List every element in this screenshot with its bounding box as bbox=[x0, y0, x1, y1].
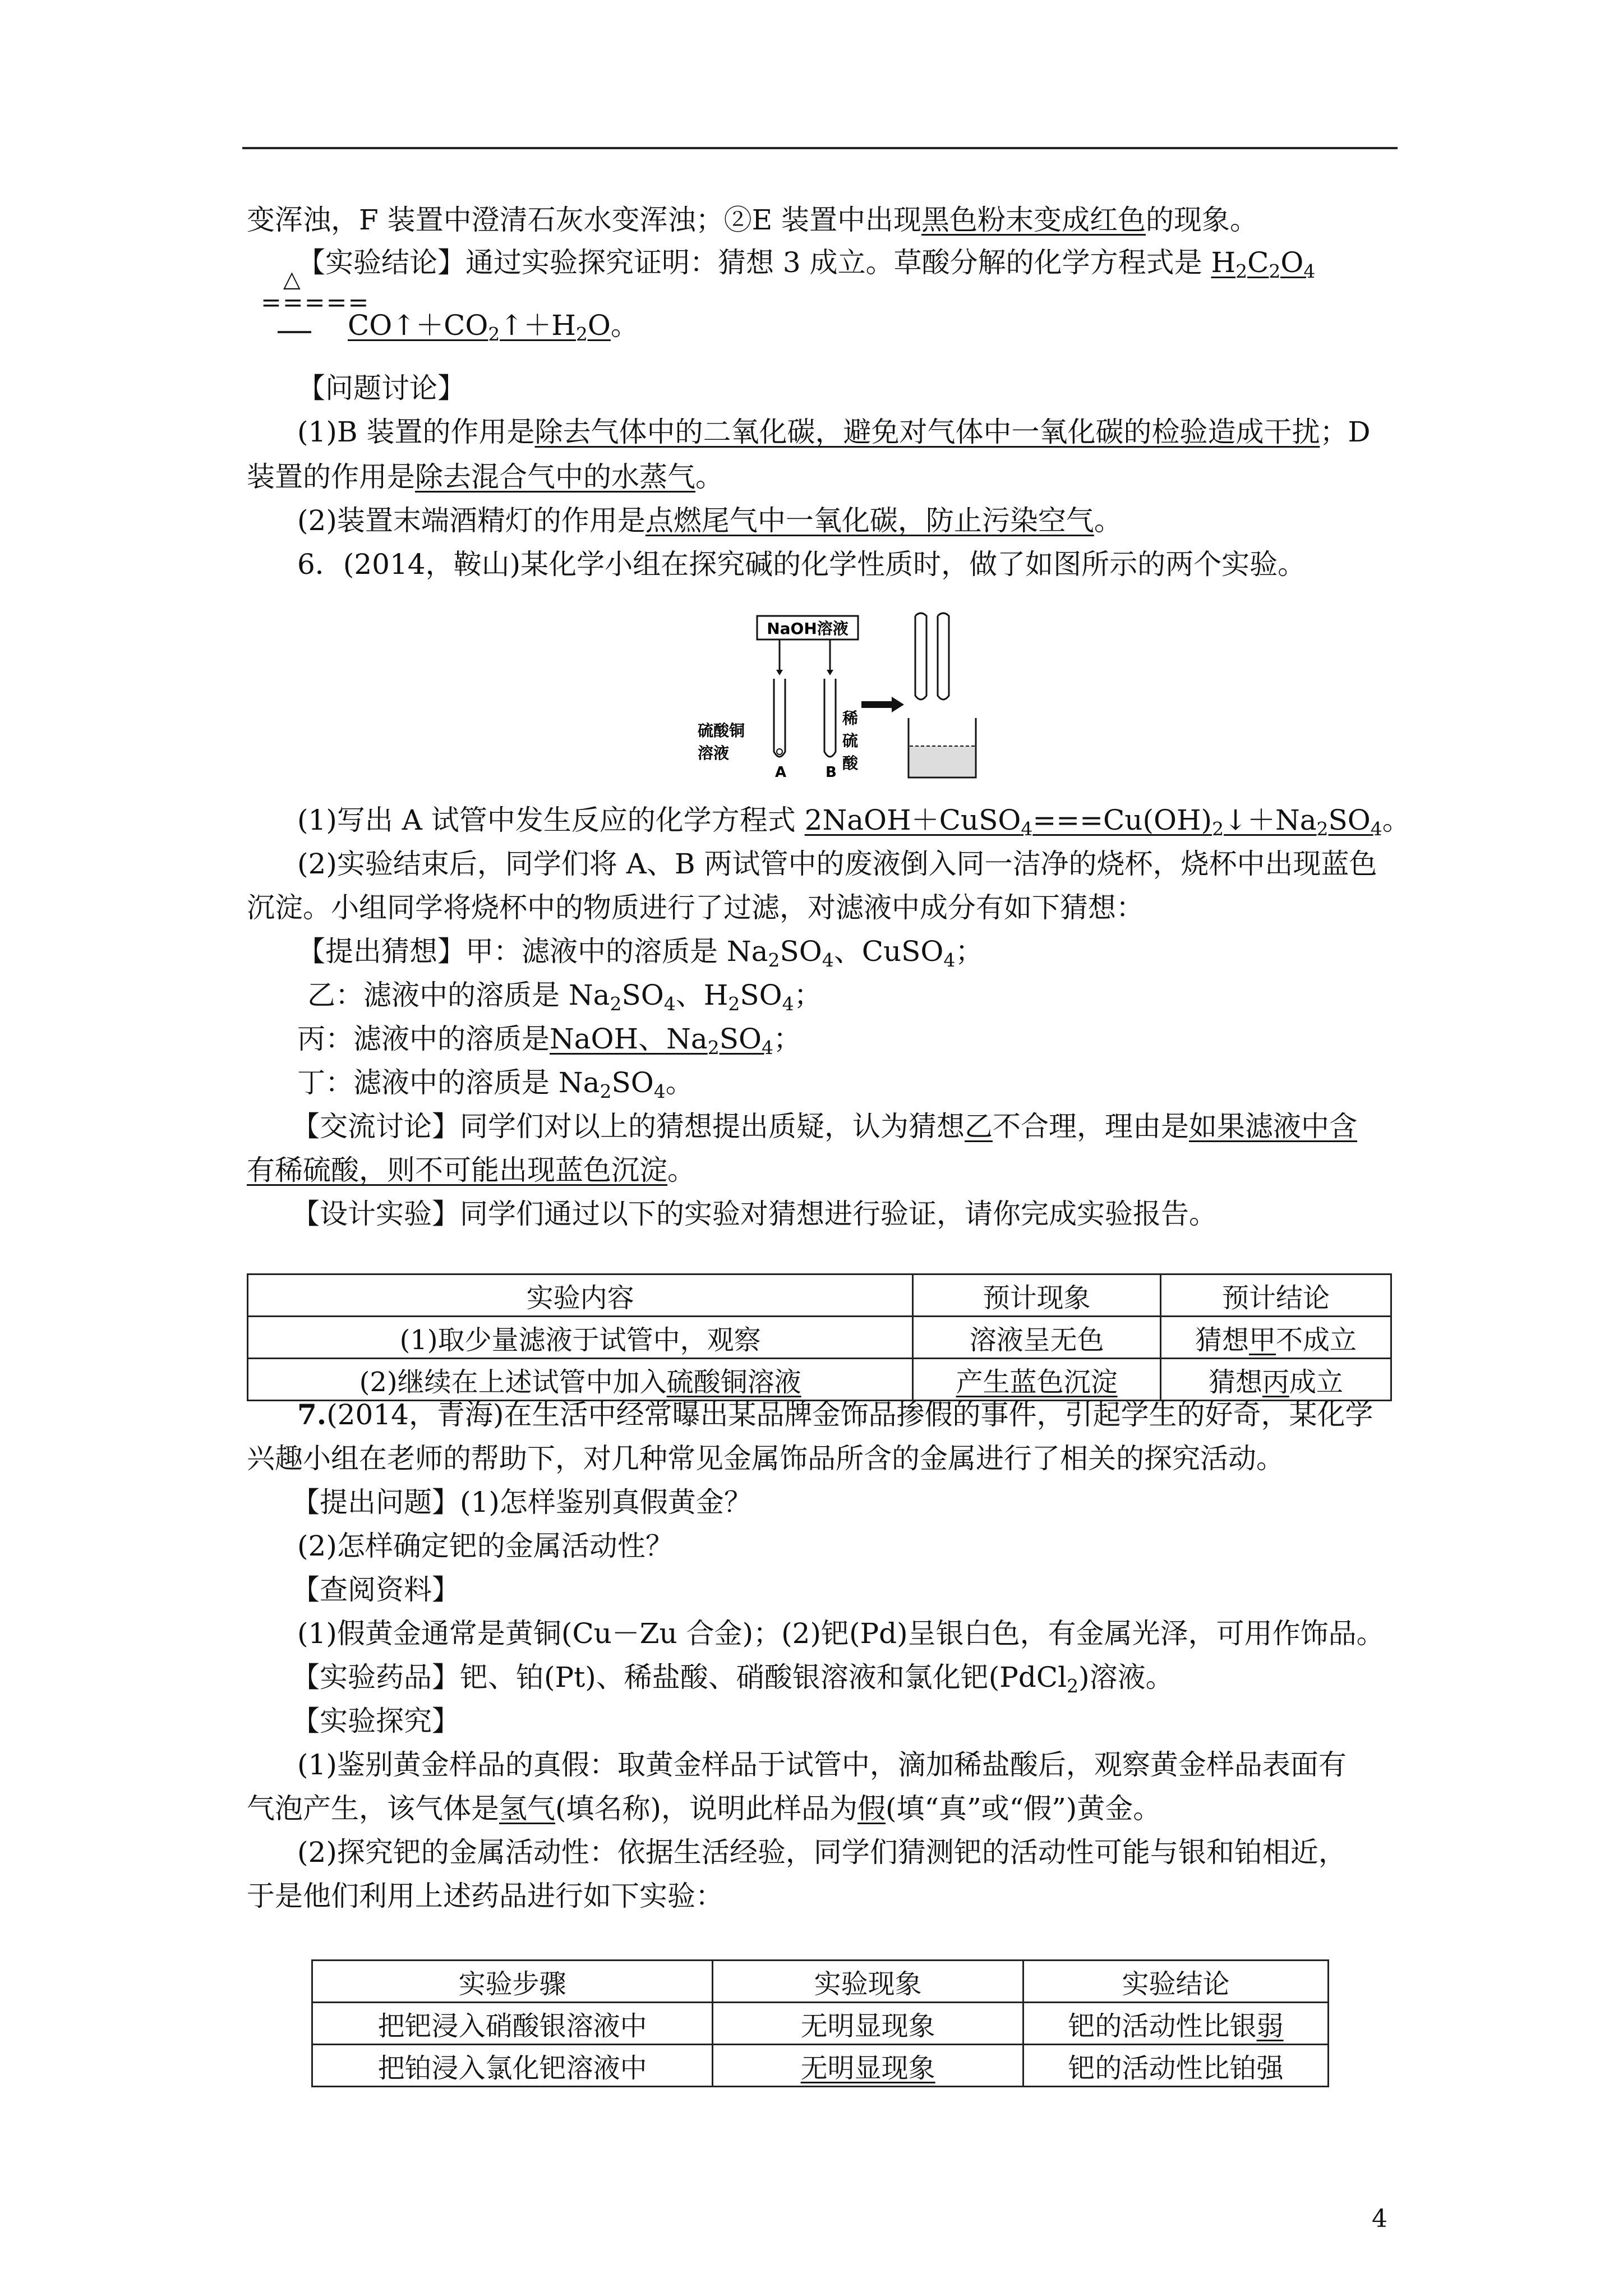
text-line: (2)怎样确定钯的金属活动性？ bbox=[297, 1530, 674, 1562]
table-cell: 猜想甲不成立 bbox=[1160, 1317, 1391, 1359]
svg-text:酸: 酸 bbox=[842, 754, 859, 772]
test-tube-b bbox=[824, 679, 836, 757]
text-line: 【实验结论】通过实验探究证明：猜想 3 成立。草酸分解的化学方程式是 $H_2C_2O_4$ bbox=[297, 246, 1316, 282]
table-cell: 溶液呈无色 bbox=[913, 1317, 1161, 1359]
table-header: 预计结论 bbox=[1160, 1274, 1391, 1317]
text-line: (1)假黄金通常是黄铜(Cu－Zu 合金)；(2)钯(Pd)呈银白色，有金属光泽，可用作饰品。 bbox=[297, 1617, 1385, 1650]
text-line: (1)鉴别黄金样品的真假：取黄金样品于试管中，滴加稀盐酸后，观察黄金样品表面有 bbox=[297, 1749, 1347, 1781]
text-line: (2)探究钯的金属活动性：依据生活经验，同学们猜测钯的活动性可能与银和铂相近， bbox=[297, 1836, 1347, 1869]
svg-text:硫: 硫 bbox=[842, 731, 859, 750]
text-line: 沉淀。小组同学将烧杯中的物质进行了过滤，对滤液中成分有如下猜想： bbox=[247, 891, 1144, 924]
text-line: 【提出猜想】甲：滤液中的溶质是 $Na_2SO_4$、CuSO$_4$； bbox=[297, 935, 984, 971]
tube-label-b: B bbox=[826, 764, 837, 781]
table-cell: 猜想丙成立 bbox=[1160, 1359, 1391, 1401]
table-cell: 把铂浸入氯化钯溶液中 bbox=[312, 2045, 713, 2087]
table-row bbox=[312, 2045, 1329, 2087]
text-line: 丙：滤液中的溶质是NaOH、$Na_2SO_4$； bbox=[297, 1023, 801, 1059]
text-line: 【实验药品】钯、铂(Pt)、稀盐酸、硝酸银溶液和氯化钯(PdCl$_2$)溶液。 bbox=[292, 1661, 1174, 1697]
text-line: 兴趣小组在老师的帮助下，对几种常见金属饰品所含的金属进行了相关的探究活动。 bbox=[247, 1442, 1284, 1475]
table-header-row bbox=[248, 1274, 1391, 1317]
section-heading: 【查阅资料】 bbox=[292, 1573, 460, 1606]
table-header: 预计现象 bbox=[913, 1274, 1161, 1317]
experiment-figure bbox=[695, 611, 1009, 791]
svg-text:硫酸铜: 硫酸铜 bbox=[698, 721, 745, 740]
text-line: 气泡产生，该气体是氢气(填名称)，说明此样品为假(填“真”或“假”)黄金。 bbox=[247, 1792, 1161, 1825]
table-header: 实验现象 bbox=[713, 1961, 1023, 2003]
text-line: 【交流讨论】同学们对以上的猜想提出质疑，认为猜想乙不合理，理由是如果滤液中含 bbox=[292, 1110, 1357, 1143]
arrow-icon bbox=[861, 697, 904, 712]
table-cell: 无明显现象 bbox=[713, 2045, 1023, 2087]
page-number: 4 bbox=[1372, 2205, 1387, 2233]
equation-products: $CO↑+CO_2↑+H_2O$。 bbox=[348, 309, 639, 345]
text-line: 丁：滤液中的溶质是 $Na_2SO_4$。 bbox=[297, 1066, 694, 1102]
text-line: (2)装置末端酒精灯的作用是点燃尾气中一氧化碳，防止污染空气。 bbox=[297, 504, 1122, 537]
question-6: 6．(2014，鞍山)某化学小组在探究碱的化学性质时，做了如图所示的两个实验。 bbox=[297, 548, 1306, 581]
table-cell: (1)取少量滤液于试管中，观察 bbox=[248, 1317, 913, 1359]
table-header: 实验内容 bbox=[248, 1274, 913, 1317]
table-row bbox=[248, 1359, 1391, 1401]
table-header: 实验步骤 bbox=[312, 1961, 713, 2003]
header-rule bbox=[242, 147, 1398, 149]
table-cell: (2)继续在上述试管中加入硫酸铜溶液 bbox=[248, 1359, 913, 1401]
svg-text:稀: 稀 bbox=[842, 709, 859, 728]
text-line: (1)写出 A 试管中发生反应的化学方程式 $2NaOH+CuSO_4===Cu(OH)_2↓+Na_2SO_4$。 bbox=[297, 804, 1410, 840]
test-tube-a bbox=[774, 679, 785, 757]
section-heading: 【实验探究】 bbox=[292, 1705, 460, 1737]
verification-table bbox=[247, 1273, 1392, 1401]
table-cell: 把钯浸入硝酸银溶液中 bbox=[312, 2003, 713, 2045]
text-line: 变浑浊，F 装置中澄清石灰水变浑浊；②E 装置中出现黑色粉末变成红色的现象。 bbox=[247, 204, 1258, 236]
table-row bbox=[248, 1317, 1391, 1359]
activity-table bbox=[311, 1959, 1329, 2087]
table-cell: 产生蓝色沉淀 bbox=[913, 1359, 1161, 1401]
section-heading: 【问题讨论】 bbox=[297, 372, 465, 404]
svg-text:溶液: 溶液 bbox=[698, 744, 730, 762]
text-line: 有稀硫酸，则不可能出现蓝色沉淀。 bbox=[247, 1154, 695, 1186]
table-cell: 无明显现象 bbox=[713, 2003, 1023, 2045]
text-line: 装置的作用是除去混合气中的水蒸气。 bbox=[247, 461, 723, 493]
table-cell: 钯的活动性比银弱 bbox=[1023, 2003, 1329, 2045]
table-header: 实验结论 bbox=[1023, 1961, 1329, 2003]
text-line: 【设计实验】同学们通过以下的实验对猜想进行验证，请你完成实验报告。 bbox=[292, 1198, 1217, 1230]
text-line: (1)B 装置的作用是除去气体中的二氧化碳，避免对气体中一氧化碳的检验造成干扰；D bbox=[297, 416, 1371, 448]
table-header-row bbox=[312, 1961, 1329, 2003]
table-row bbox=[312, 2003, 1329, 2045]
text-line: 乙：滤液中的溶质是 $Na_2SO_4$、$H_2SO_4$； bbox=[307, 979, 822, 1015]
tube-label-a: A bbox=[775, 764, 787, 781]
text-line: 【提出问题】(1)怎样鉴别真假黄金？ bbox=[292, 1486, 752, 1519]
question-7: 7.(2014，青海)在生活中经常曝出某品牌金饰品掺假的事件，引起学生的好奇，某化学 bbox=[297, 1398, 1373, 1431]
text-line: 于是他们利用上述药品进行如下实验： bbox=[247, 1880, 723, 1912]
table-cell: 钯的活动性比铂强 bbox=[1023, 2045, 1329, 2087]
text-line: (2)实验结束后，同学们将 A、B 两试管中的废液倒入同一洁净的烧杯，烧杯中出现蓝色 bbox=[297, 848, 1377, 880]
reagent-label: NaOH溶液 bbox=[767, 619, 849, 638]
